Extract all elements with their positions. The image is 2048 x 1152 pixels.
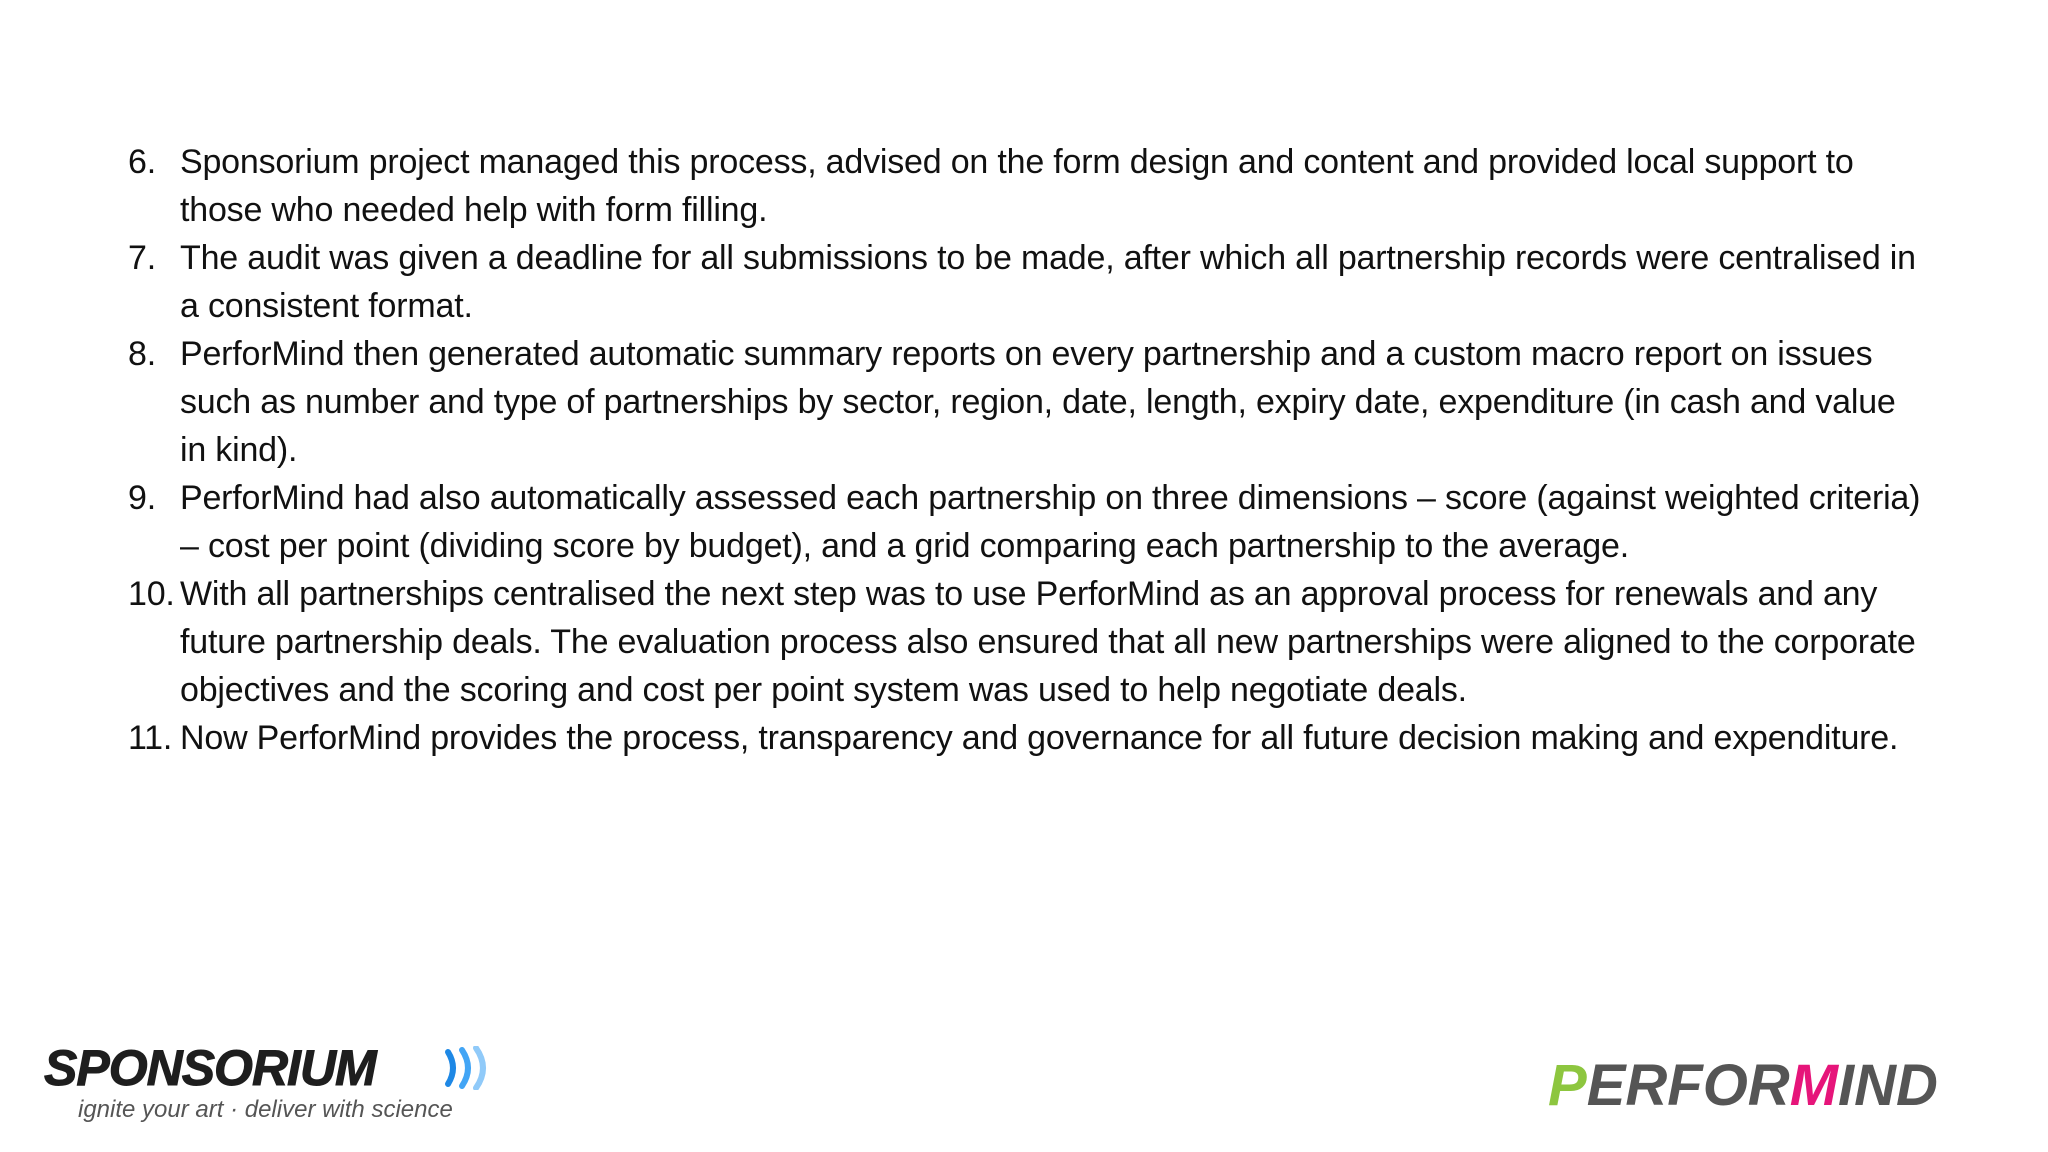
list-item-text: Now PerforMind provides the process, transparency and governance for all future decision making and expenditure. (180, 719, 1899, 757)
signal-waves-icon (442, 1046, 498, 1090)
list-item (128, 138, 1928, 234)
list-item (128, 234, 1928, 330)
list-item-number: 8. (128, 335, 156, 373)
list-item-number: 10. (128, 575, 175, 613)
list-item-number: 9. (128, 479, 156, 517)
list-item-text: With all partnerships centralised the next step was to use PerforMind as an approval process for renewals and any future partnership deals. The evaluation process also ensured that all new partnerships were aligned to the corporate objectives and the scoring and cost per point system was used to help negotiate deals. (180, 575, 1916, 709)
performind-logo-erfor: ERFOR (1586, 1053, 1790, 1118)
list-item-text: PerforMind had also automatically assessed each partnership on three dimensions – score (against weighted criteria) – cost per point (dividing score by budget), and a grid comparing each partnership to the average. (180, 479, 1921, 565)
list-item-number: 7. (128, 239, 156, 277)
sponsorium-logo-wordmark: SPONSORIUM (44, 1040, 376, 1096)
list-item (128, 714, 1928, 762)
list-item-number: 11. (128, 719, 173, 757)
list-item (128, 570, 1928, 714)
list-item (128, 330, 1928, 474)
performind-logo-ind: IND (1838, 1053, 1938, 1118)
sponsorium-tagline: ignite your art · deliver with science (78, 1096, 453, 1123)
numbered-list (128, 138, 1928, 762)
sponsorium-logo (44, 1040, 504, 1123)
list-item (128, 474, 1928, 570)
performind-logo-m: M (1789, 1053, 1839, 1118)
list-item-text: Sponsorium project managed this process, advised on the form design and content and provided local support to those who needed help with form filling. (180, 143, 1854, 229)
list-item-text: The audit was given a deadline for all submissions to be made, after which all partnership records were centralised in a consistent format. (180, 239, 1916, 325)
list-item-text: PerforMind then generated automatic summary reports on every partnership and a custom macro report on issues such as number and type of partnerships by sector, region, date, length, expiry date, expenditure (in cash and value in kind). (180, 335, 1896, 469)
performind-logo-wordmark (1548, 1054, 2028, 1118)
list-item-number: 6. (128, 143, 156, 181)
performind-logo (1548, 1054, 2028, 1118)
performind-logo-p: P (1548, 1053, 1587, 1118)
